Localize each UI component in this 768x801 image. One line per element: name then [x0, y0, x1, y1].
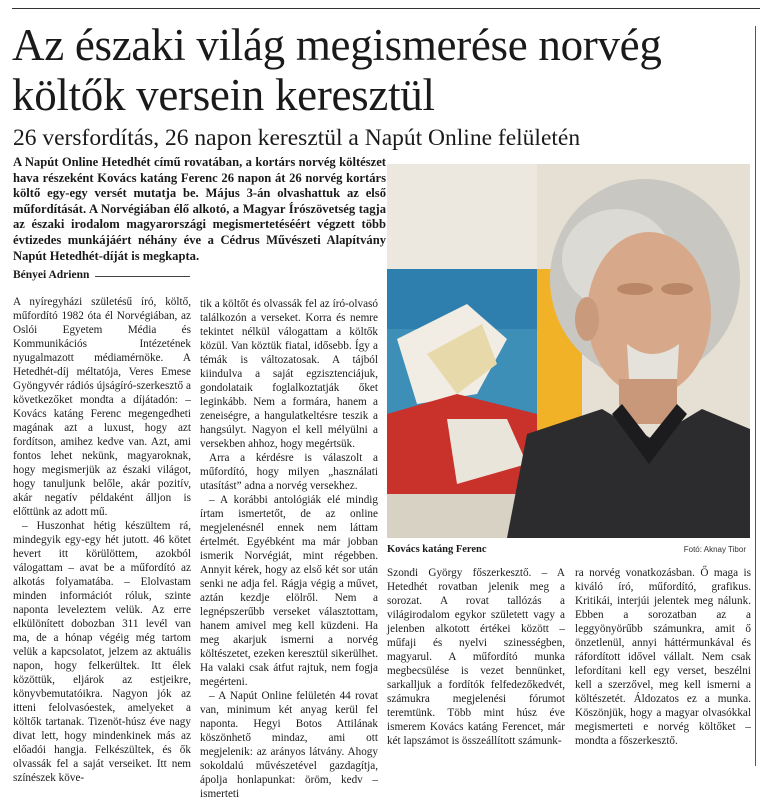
paragraph: ra norvég vonatkozásban. Ő maga is kiváló író, műfordító, grafikus. Kritikái, interjúi jelentek meg nálunk. Ebben a sorozatban az a leggyönyörűbb számunkra, amit ő önzetlenül, annyi háttérmunkával és ráfordított idővel vállalt. Nem csak lefordítani kell egy verset, beszélni kell a szerzővel, meg kell ismerni a költészetét. Áldozatos ez a munka. Köszönjük, hogy a magyar olvasókkal megismerteti e norvég költőket – mondta a főszerkesztő.	[575, 567, 751, 747]
paragraph: tik a költőt és olvassák fel az író-olvasó találkozón a verseket. Korra és nemre tekintet nélkül válogattam a költők közül. Van köztük fiatal, idősebb. Így a témák is változatosak. A tájból kiindulva a saját egzisztenciájuk, gondolataik foglalkoztatják őket leginkább. Nem a formára, hanem a zeneiségre, a hangulatkeltésre teszik a hangsúlyt. Nagyon el kell mélyülni a versekben ahhoz, hogy megértsük.	[200, 298, 378, 450]
subheadline: 26 versfordítás, 26 napon keresztül a Napút Online felületén	[13, 125, 581, 151]
headline-line-2: költők versein keresztül	[12, 70, 435, 120]
headline-line-1: Az északi világ megismerése norvég	[12, 20, 662, 70]
headline	[12, 20, 750, 120]
portrait-illustration	[387, 164, 750, 538]
paragraph: – Huszonhat hétig készültem rá, mindegyik egy-egy hét jutott. 46 kötet hevert itt körülöttem, azokból válogattam – avat be a műfordító az alkotás folyamatába. – Elolvastam minden információt róluk, szinte naponta leveleztem velük. Az erre elkülönített dobozban 311 levél van ma, de a hónap végéig még tartom velük a kapcsolatot, jelzem az aktuális napon, hogy felkerültek. Itt élek közöttük, eljárok az estjeikre, könyvbemutatóikra. Nagyon jók az itteni felolvasóestek, amelyeket a költők tartanak. Tizenöt-húsz éve nagy divat lett, hogy mindenkinek más az előadói hangja. Felkészültek, és ők olvassák fel a saját verseiket. Itt nem színészek köve-	[13, 520, 191, 784]
photo-caption	[387, 544, 750, 558]
caption-name: Kovács katáng Ferenc	[387, 544, 487, 555]
paragraph: Szondi György főszerkesztő. – A Hetedhét rovatban jelenik meg a sorozat. A rovat tallózás a világirodalom egykor született vagy a jelenben alkotott értékei között – műfaji és nyelvi szinességben, magyarul. A műfordító munka megbecsülése is vezet bennünket, sarkalljuk a fordítók felfedezőkedvét, számukra megjelenési fórumot teremtünk. Több mint húsz éve ismerem Kovács katáng Ferencet, már két lapszámot is összeállított számunk-	[387, 567, 565, 747]
byline	[13, 269, 190, 281]
top-rule	[12, 8, 760, 9]
lead-paragraph: A Napút Online Hetedhét című rovatában, a kortárs norvég költészet hava részeként Kovács katáng Ferenc 26 napon át 26 norvég kortárs költő egy-egy versét mutatja be. Május 3-án olvashattuk az első műfordítását. A Norvégiában élő alkotó, a Magyar Írószövetség tagja az északi irodalom magyarországi megismertetéséért végzett több évtizedes munkájáért néhány éve a Cédrus Művészeti Alapítvány Napút Hetedhét-díját is megkapta.	[13, 155, 386, 263]
author-name: Bényei Adrienn	[13, 269, 90, 281]
text-column-3	[387, 566, 565, 748]
photo-credit: Fotó: Aknay Tibor	[683, 545, 746, 554]
portrait-photo	[387, 164, 750, 538]
text-column-2	[200, 297, 378, 801]
paragraph: – A Napút Online felületén 44 rovat van, minimum két anyag kerül fel naponta. Hegyi Botos Attilának köszönhető mindaz, ami ott megjelenik: az arányos látvány. Ahogy sokoldalú művészetével gazdagítja, ápolja honlapunkat: öröm, kedv – ismerteti	[200, 690, 378, 800]
byline-rule	[95, 276, 190, 277]
paragraph: – A korábbi antológiák elé mindig írtam ismertetőt, de az online megjelenésnél ennek nem láttam értelmét. Egyébként ma már jobban ismerik Norvégiát, mint régebben. Annyit kérek, hogy az első két sor után senki ne adja fel. Rágja végig a művet, aztán kezdje elölről. Nem a legnépszerűbb verseket választottam, hanem amivel meg kell küzdeni. Ha meg akarjuk ismerni a norvég költészetet, ezeken keresztül sikerülhet. Ha valaki csak átfut rajtuk, nem fogja megérteni.	[200, 494, 378, 688]
paragraph: Arra a kérdésre is válaszolt a műfordító, hogy milyen „használati utasítást” adna a norvég versekhez.	[200, 452, 378, 492]
paragraph: A nyíregyházi születésű író, költő, műfordító 1982 óta él Norvégiában, az Oslói Egyetem Média és Kommunikációs Intézetének nyugalmazott médiamérnöke. A Hetedhét-díj méltatója, Veres Emese Gyöngyvér rádiós újságíró-szerkesztő a következőket mondta a díjátadón: – Kovács katáng Ferenc megengedheti magának azt a luxust, hogy azt fordítson, amihez kedve van. Azt, ami fontos lehet nekünk, magyaroknak, hogy megismerjük az északi világot, hogy tanuljunk belőle, akár pozitív, akár negatív példaként álljon is előttünk az adott mű.	[13, 296, 191, 518]
right-column-rule	[755, 26, 756, 766]
text-column-1	[13, 295, 191, 785]
text-column-4	[575, 566, 751, 748]
